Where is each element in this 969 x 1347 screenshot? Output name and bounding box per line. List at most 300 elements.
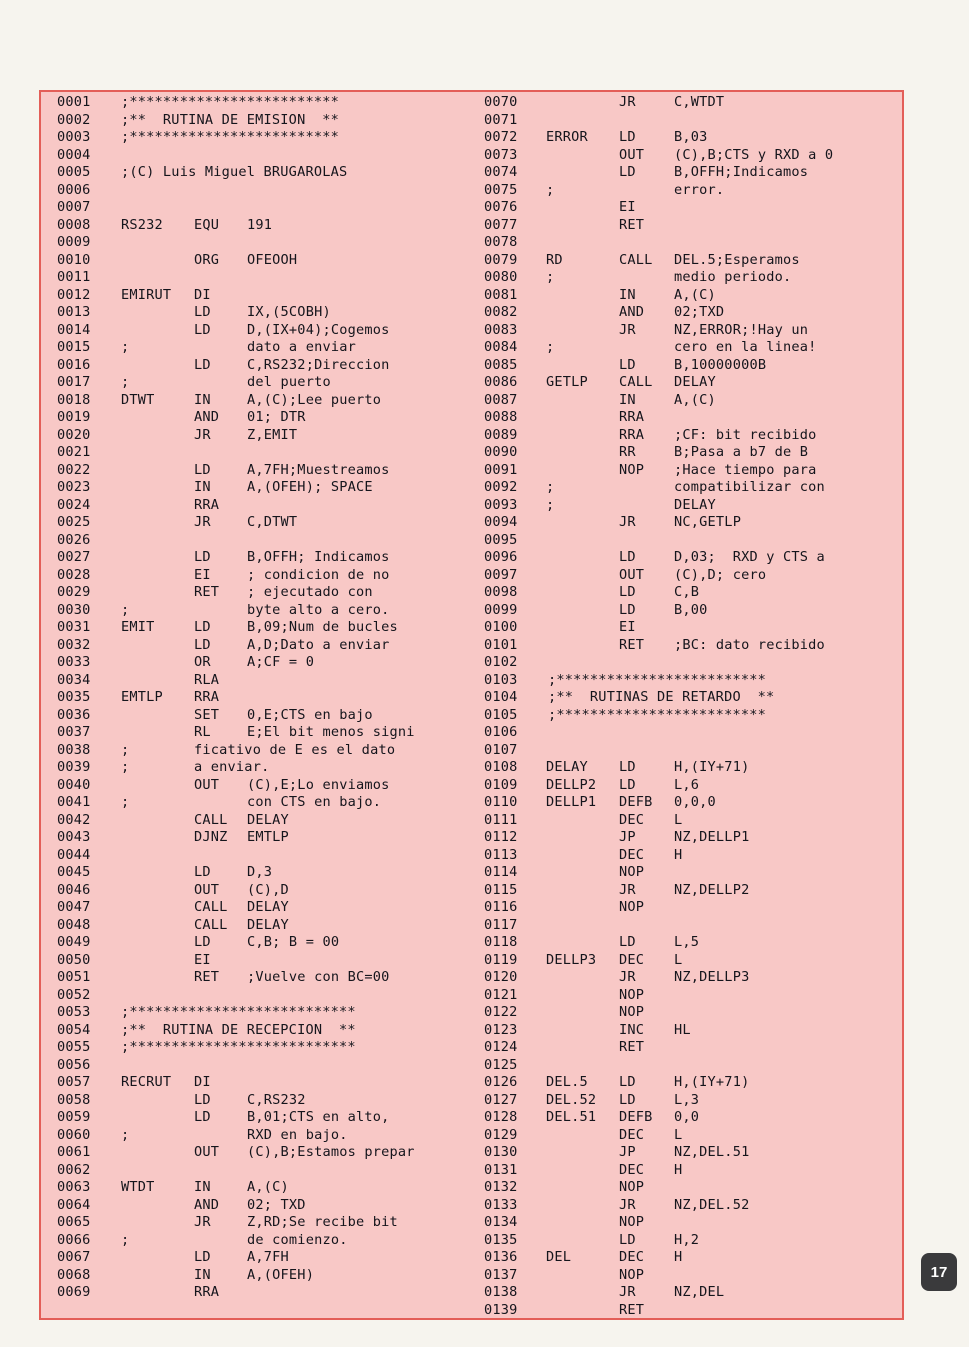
line-number: 0046 (57, 881, 91, 898)
code-opcode: JR (194, 1214, 211, 1230)
code-line (484, 339, 899, 357)
code-line (484, 182, 899, 200)
code-line (57, 969, 487, 987)
line-number: 0132 (484, 1179, 518, 1195)
code-opcode: RRA (194, 1284, 220, 1300)
code-line (57, 602, 487, 620)
code-line (484, 462, 899, 480)
line-number: 0038 (57, 741, 91, 758)
code-line (484, 1179, 899, 1197)
line-number: 0106 (484, 724, 518, 740)
line-number: 0103 (484, 671, 518, 688)
code-line (484, 199, 899, 217)
code-operands: D,03; RXD y CTS a (674, 549, 825, 565)
code-line (484, 952, 899, 970)
line-number: 0120 (484, 969, 518, 985)
line-number: 0079 (484, 251, 518, 268)
code-opcode: ficativo de E es el dato (194, 741, 396, 758)
code-operands: L (674, 1126, 683, 1143)
code-opcode: IN (619, 286, 636, 303)
code-operands: B,10000000B (674, 356, 767, 373)
line-number: 0036 (57, 706, 91, 723)
line-number: 0105 (484, 706, 518, 723)
code-line (484, 427, 899, 445)
line-number: 0012 (57, 286, 91, 303)
line-number: 0040 (57, 776, 91, 793)
line-number: 0016 (57, 356, 91, 373)
code-line (484, 864, 899, 882)
code-opcode: DEFB (619, 794, 653, 810)
code-comment: ;************************* (548, 671, 766, 688)
line-number: 0124 (484, 1039, 518, 1055)
code-operands: compatibilizar con (674, 479, 825, 495)
line-number: 0081 (484, 286, 518, 303)
line-number: 0023 (57, 479, 91, 495)
code-label: ; (121, 374, 130, 390)
code-operands: B,01;CTS en alto, (247, 1109, 390, 1125)
code-opcode: NOP (619, 1266, 645, 1283)
code-line (57, 444, 487, 462)
code-line (484, 1232, 899, 1250)
code-operands: NZ,DELLP1 (674, 829, 750, 845)
code-opcode: NOP (619, 1004, 645, 1020)
code-line (484, 829, 899, 847)
line-number: 0059 (57, 1109, 91, 1125)
code-label: DEL (546, 1249, 572, 1265)
code-label: ; (121, 794, 130, 810)
code-label: EMIT (121, 619, 155, 635)
code-label: DEL.52 (546, 1091, 597, 1108)
line-number: 0069 (57, 1284, 91, 1300)
line-number: 0058 (57, 1091, 91, 1108)
code-opcode: RET (619, 1301, 645, 1318)
line-number: 0045 (57, 864, 91, 880)
line-number: 0010 (57, 251, 91, 268)
code-line (484, 94, 899, 112)
code-line (484, 707, 899, 725)
line-number: 0009 (57, 234, 91, 250)
code-line (484, 812, 899, 830)
code-line (484, 742, 899, 760)
line-number: 0082 (484, 304, 518, 320)
code-opcode: LD (619, 601, 636, 618)
code-line (484, 1092, 899, 1110)
code-opcode: LD (194, 304, 211, 320)
line-number: 0131 (484, 1161, 518, 1178)
code-opcode: CALL (194, 916, 228, 933)
code-operands: ;CF: bit recibido (674, 426, 817, 443)
code-opcode: AND (194, 1196, 220, 1213)
line-number: 0022 (57, 461, 91, 478)
code-line (484, 1214, 899, 1232)
code-line (57, 1267, 487, 1285)
code-opcode: RET (619, 1039, 645, 1055)
code-opcode: OUT (194, 881, 220, 898)
code-opcode: a enviar. (194, 759, 270, 775)
code-opcode: LD (619, 1074, 636, 1090)
code-operands: (C),D; cero (674, 566, 767, 583)
line-number: 0034 (57, 671, 91, 688)
code-operands: A,7FH (247, 1249, 289, 1265)
code-line (57, 304, 487, 322)
code-opcode: LD (619, 584, 636, 600)
code-operands: con CTS en bajo. (247, 794, 382, 810)
line-number: 0013 (57, 304, 91, 320)
code-operands: NZ,DEL.51 (674, 1144, 750, 1160)
code-line (57, 357, 487, 375)
code-line (57, 672, 487, 690)
code-comment: ;** RUTINAS DE RETARDO ** (548, 689, 775, 705)
line-number: 0074 (484, 164, 518, 180)
code-operands: Z,RD;Se recibe bit (247, 1214, 398, 1230)
code-label: ; (121, 1231, 130, 1248)
code-opcode: IN (194, 391, 211, 408)
code-opcode: LD (194, 1109, 211, 1125)
code-operands: E;El bit menos signi (247, 724, 415, 740)
code-line (484, 514, 899, 532)
line-number: 0026 (57, 531, 91, 548)
code-operands: Z,EMIT (247, 426, 298, 443)
code-operands: C,WTDT (674, 94, 725, 110)
code-line (57, 234, 487, 252)
code-line (57, 1074, 487, 1092)
line-number: 0008 (57, 216, 91, 233)
code-opcode: EI (194, 951, 211, 968)
line-number: 0028 (57, 566, 91, 583)
code-operands: NZ,DELLP3 (674, 969, 750, 985)
line-number: 0042 (57, 811, 91, 828)
code-operands: 02;TXD (674, 304, 725, 320)
line-number: 0112 (484, 829, 518, 845)
code-operands: (C),B;CTS y RXD a 0 (674, 146, 834, 163)
line-number: 0018 (57, 391, 91, 408)
code-label: ; (121, 339, 130, 355)
code-label: ; (546, 479, 555, 495)
code-operands: H,2 (674, 1231, 700, 1248)
line-number: 0078 (484, 234, 518, 250)
code-operands: H (674, 1161, 683, 1178)
code-opcode: NOP (619, 1179, 645, 1195)
code-operands: B,03 (674, 129, 708, 145)
line-number: 0077 (484, 216, 518, 233)
code-opcode: RRA (619, 409, 645, 425)
code-label: DEL.5 (546, 1074, 588, 1090)
code-label: DTWT (121, 391, 155, 408)
code-line (57, 1057, 487, 1075)
code-line (57, 689, 487, 707)
line-number: 0107 (484, 741, 518, 758)
code-line (484, 1109, 899, 1127)
line-number: 0021 (57, 444, 91, 460)
code-opcode: JP (619, 829, 636, 845)
code-line (484, 619, 899, 637)
code-comment: ;*************************** (121, 1039, 356, 1055)
code-operands: B,09;Num de bucles (247, 619, 398, 635)
code-operands: DELAY (674, 496, 716, 513)
line-number: 0123 (484, 1021, 518, 1038)
code-line (484, 672, 899, 690)
code-line (484, 794, 899, 812)
line-number: 0044 (57, 846, 91, 863)
code-line (484, 497, 899, 515)
code-opcode: INC (619, 1021, 645, 1038)
code-line (484, 147, 899, 165)
code-opcode: JR (619, 1284, 636, 1300)
code-line (57, 1022, 487, 1040)
code-line (57, 829, 487, 847)
code-line (484, 917, 899, 935)
line-number: 0067 (57, 1249, 91, 1265)
listing-column-right (484, 94, 899, 1319)
code-line (57, 339, 487, 357)
line-number: 0031 (57, 619, 91, 635)
line-number: 0122 (484, 1004, 518, 1020)
code-operands: L (674, 951, 683, 968)
code-line (57, 847, 487, 865)
line-number: 0006 (57, 181, 91, 198)
code-opcode: LD (194, 934, 211, 950)
code-line (57, 199, 487, 217)
line-number: 0090 (484, 444, 518, 460)
code-line (57, 742, 487, 760)
code-operands: byte alto a cero. (247, 601, 390, 618)
code-operands: A,(OFEH) (247, 1266, 315, 1283)
line-number: 0087 (484, 391, 518, 408)
line-number: 0032 (57, 636, 91, 653)
code-operands: OFEOOH (247, 251, 298, 268)
code-line (57, 497, 487, 515)
line-number: 0084 (484, 339, 518, 355)
line-number: 0138 (484, 1284, 518, 1300)
code-line (57, 392, 487, 410)
code-operands: C,RS232;Direccion (247, 356, 390, 373)
line-number: 0075 (484, 181, 518, 198)
code-opcode: LD (619, 164, 636, 180)
code-opcode: NOP (619, 461, 645, 478)
line-number: 0097 (484, 566, 518, 583)
line-number: 0053 (57, 1004, 91, 1020)
code-opcode: DEC (619, 1161, 645, 1178)
code-operands: de comienzo. (247, 1231, 348, 1248)
code-opcode: RET (619, 636, 645, 653)
code-operands: A,(C) (674, 391, 716, 408)
line-number: 0007 (57, 199, 91, 215)
line-number: 0128 (484, 1109, 518, 1125)
code-opcode: ORG (194, 251, 220, 268)
code-line (57, 917, 487, 935)
code-line (57, 934, 487, 952)
code-line (57, 322, 487, 340)
code-opcode: SET (194, 706, 220, 723)
line-number: 0019 (57, 409, 91, 425)
code-operands: (C),E;Lo enviamos (247, 776, 390, 793)
code-line (484, 269, 899, 287)
code-opcode: JR (619, 969, 636, 985)
line-number: 0089 (484, 426, 518, 443)
line-number: 0035 (57, 689, 91, 705)
line-number: 0047 (57, 899, 91, 915)
code-line (57, 409, 487, 427)
code-opcode: RRA (619, 426, 645, 443)
code-opcode: LD (619, 549, 636, 565)
code-opcode: RLA (194, 671, 220, 688)
code-opcode: NOP (619, 864, 645, 880)
code-opcode: DI (194, 1074, 211, 1090)
code-operands: ; ejecutado con (247, 584, 373, 600)
code-operands: IX,(5COBH) (247, 304, 331, 320)
code-operands: DELAY (247, 899, 289, 915)
code-line (57, 1197, 487, 1215)
code-line (57, 1284, 487, 1302)
page-number (921, 1253, 957, 1291)
code-line (57, 514, 487, 532)
line-number: 0051 (57, 969, 91, 985)
code-line (484, 479, 899, 497)
code-opcode: DEC (619, 1249, 645, 1265)
line-number: 0039 (57, 759, 91, 775)
line-number: 0065 (57, 1214, 91, 1230)
code-opcode: JR (619, 94, 636, 110)
code-opcode: NOP (619, 1214, 645, 1230)
line-number: 0080 (484, 269, 518, 285)
code-operands: cero en la linea! (674, 339, 817, 355)
code-opcode: DJNZ (194, 829, 228, 845)
code-operands: 0,0,0 (674, 794, 716, 810)
code-line (57, 812, 487, 830)
listing-column-left (57, 94, 487, 1302)
line-number: 0117 (484, 916, 518, 933)
code-line (57, 462, 487, 480)
code-line (484, 724, 899, 742)
line-number: 0048 (57, 916, 91, 933)
code-label: RECRUT (121, 1074, 172, 1090)
code-line (484, 899, 899, 917)
code-line (484, 1004, 899, 1022)
line-number: 0001 (57, 94, 91, 110)
code-line (57, 987, 487, 1005)
code-opcode: EI (619, 619, 636, 635)
code-line (57, 777, 487, 795)
code-operands: 0,E;CTS en bajo (247, 706, 373, 723)
code-opcode: LD (194, 549, 211, 565)
code-operands: NZ,DELLP2 (674, 881, 750, 898)
code-opcode: LD (194, 636, 211, 653)
code-label: DELLP2 (546, 776, 597, 793)
line-number: 0072 (484, 129, 518, 145)
code-label: DELLP1 (546, 794, 597, 810)
line-number: 0116 (484, 899, 518, 915)
line-number: 0054 (57, 1021, 91, 1038)
code-operands: L,6 (674, 776, 700, 793)
code-label: DEL.51 (546, 1109, 597, 1125)
code-comment: ;(C) Luis Miguel BRUGAROLAS (121, 164, 348, 180)
line-number: 0094 (484, 514, 518, 530)
code-line (484, 1302, 899, 1320)
code-line (57, 1092, 487, 1110)
code-line (484, 777, 899, 795)
code-opcode: RR (619, 444, 636, 460)
code-operands: ;Hace tiempo para (674, 461, 817, 478)
code-line (484, 322, 899, 340)
code-label: ; (546, 181, 555, 198)
code-operands: error. (674, 181, 725, 198)
code-label: EMIRUT (121, 286, 172, 303)
code-label: ; (546, 496, 555, 513)
code-operands: B,OFFH;Indicamos (674, 164, 809, 180)
line-number: 0070 (484, 94, 518, 110)
code-operands: B,OFFH; Indicamos (247, 549, 390, 565)
code-opcode: JR (194, 514, 211, 530)
code-line (484, 1284, 899, 1302)
code-line (57, 794, 487, 812)
code-label: ; (546, 339, 555, 355)
code-line (484, 1074, 899, 1092)
code-opcode: LD (619, 129, 636, 145)
code-line (57, 637, 487, 655)
code-line (484, 374, 899, 392)
code-line (57, 252, 487, 270)
line-number: 0055 (57, 1039, 91, 1055)
code-operands: ; condicion de no (247, 566, 390, 583)
code-line (484, 1127, 899, 1145)
code-label: ; (546, 269, 555, 285)
code-opcode: LD (619, 356, 636, 373)
line-number: 0092 (484, 479, 518, 495)
code-opcode: IN (194, 1266, 211, 1283)
code-line (484, 882, 899, 900)
line-number: 0041 (57, 794, 91, 810)
code-line (57, 584, 487, 602)
code-line (484, 112, 899, 130)
code-line (57, 899, 487, 917)
code-opcode: OR (194, 654, 211, 670)
code-label: ; (121, 601, 130, 618)
line-number: 0043 (57, 829, 91, 845)
code-line (484, 567, 899, 585)
code-label: DELLP3 (546, 951, 597, 968)
code-line (57, 217, 487, 235)
code-line (484, 847, 899, 865)
line-number: 0125 (484, 1056, 518, 1073)
code-opcode: LD (194, 619, 211, 635)
code-line (484, 444, 899, 462)
line-number: 0115 (484, 881, 518, 898)
code-line (57, 1232, 487, 1250)
code-operands: H,(IY+71) (674, 1074, 750, 1090)
code-opcode: LD (194, 864, 211, 880)
line-number: 0133 (484, 1196, 518, 1213)
code-line (57, 427, 487, 445)
code-line (484, 409, 899, 427)
code-line (57, 479, 487, 497)
code-operands: C,RS232 (247, 1091, 306, 1108)
line-number: 0011 (57, 269, 91, 285)
line-number: 0076 (484, 199, 518, 215)
line-number: 0110 (484, 794, 518, 810)
code-opcode: RRA (194, 689, 220, 705)
code-opcode: LD (194, 1091, 211, 1108)
code-label: RD (546, 251, 563, 268)
line-number: 0061 (57, 1144, 91, 1160)
line-number: 0064 (57, 1196, 91, 1213)
code-operands: A,7FH;Muestreamos (247, 461, 390, 478)
code-opcode: RET (194, 584, 220, 600)
code-opcode: LD (619, 1091, 636, 1108)
code-opcode: DEC (619, 846, 645, 863)
line-number: 0098 (484, 584, 518, 600)
code-opcode: LD (619, 759, 636, 775)
line-number: 0102 (484, 654, 518, 670)
